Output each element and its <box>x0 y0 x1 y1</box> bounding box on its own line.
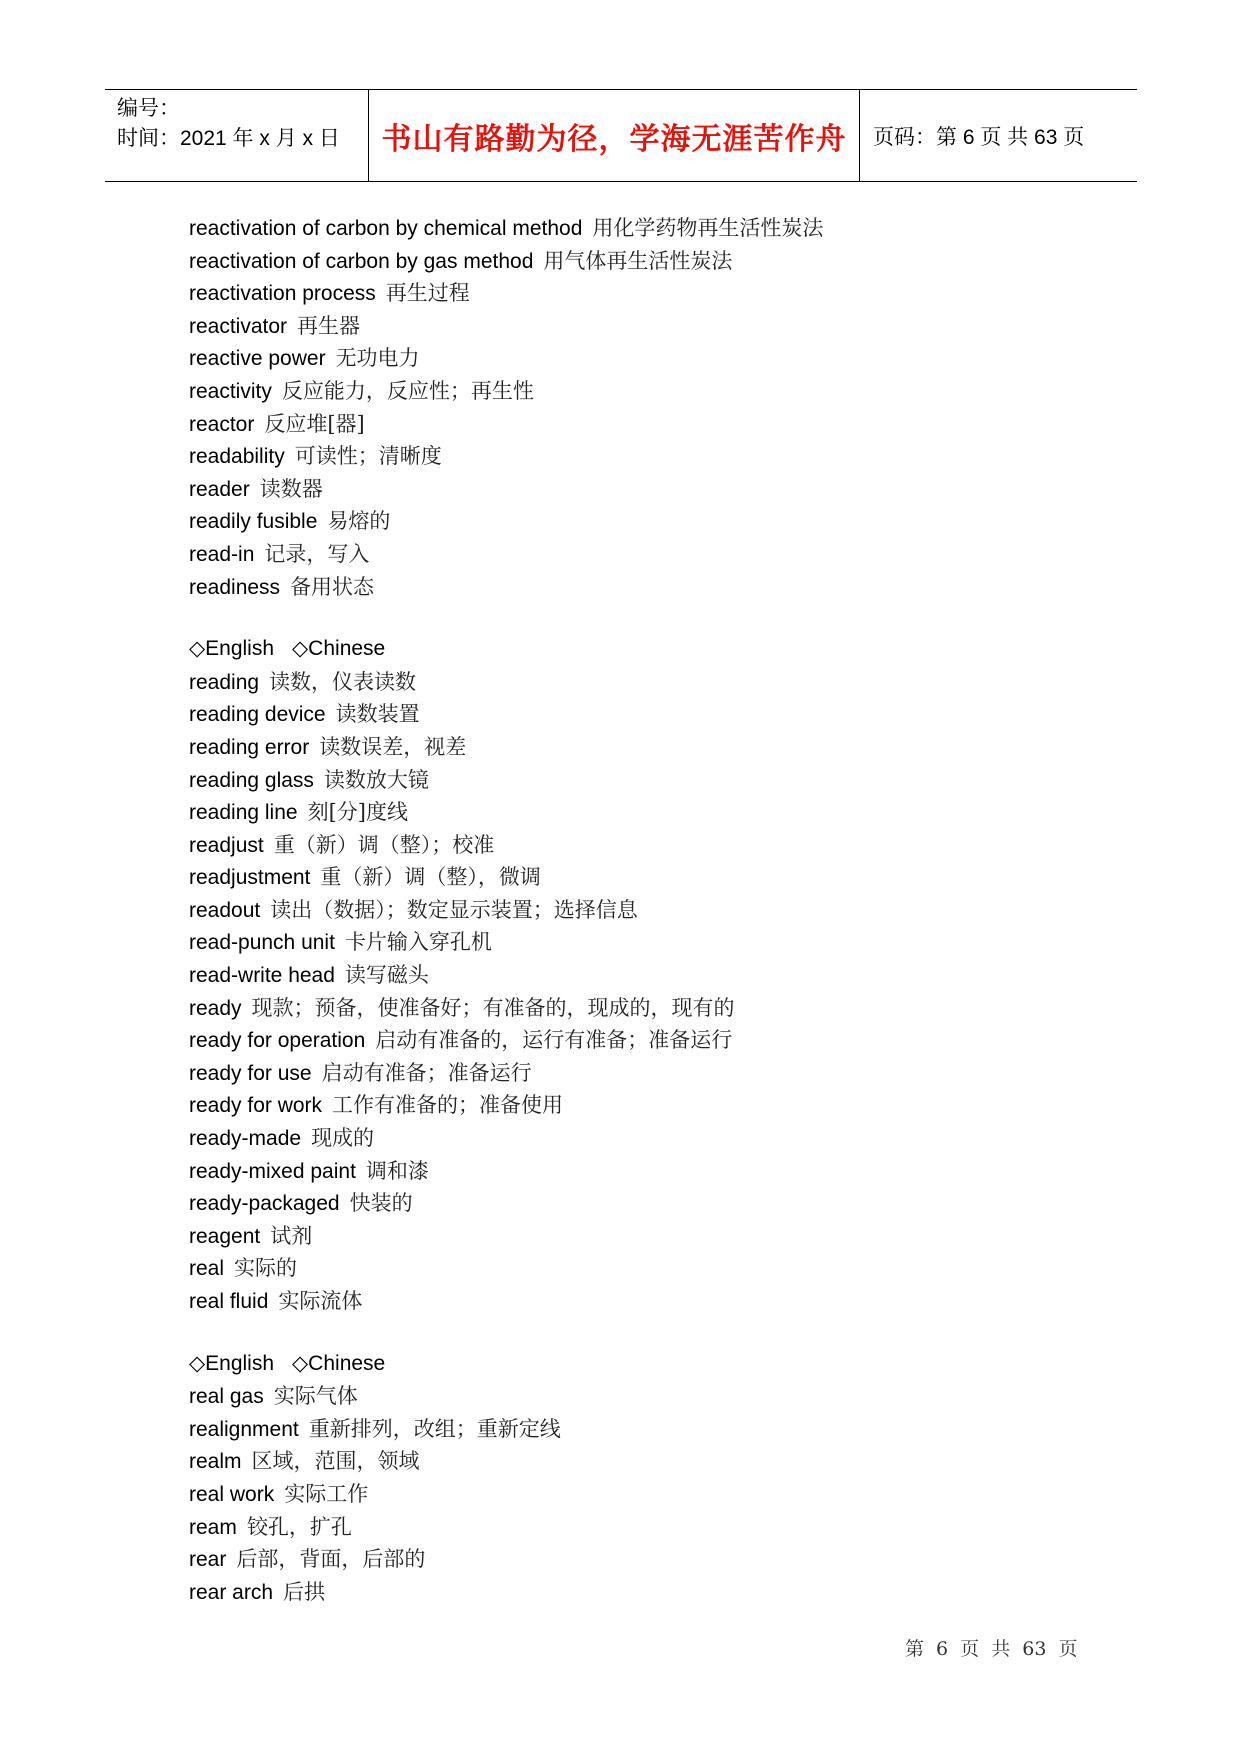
entry-definition: 读写磁头 <box>344 963 429 988</box>
entry-term: reactive power <box>189 347 326 371</box>
heading-chinese: ◇Chinese <box>292 637 386 661</box>
document-time-label: 时间：2021 年 x 月 x 日 <box>117 127 340 150</box>
heading-english: ◇English <box>189 1351 275 1375</box>
entry-term: readability <box>189 445 285 469</box>
glossary-entry <box>189 1155 1129 1188</box>
section-heading <box>189 633 1129 666</box>
entry-term: real fluid <box>189 1290 269 1313</box>
glossary-entry <box>189 1252 1129 1285</box>
header-divider <box>859 90 860 181</box>
glossary-entry <box>189 1220 1129 1253</box>
entry-definition: 记录，写入 <box>264 541 370 566</box>
entry-definition: 读出（数据）；数定显示装置；选择信息 <box>270 897 638 922</box>
entry-definition: 读数放大镜 <box>323 767 429 792</box>
glossary-entry <box>189 571 1129 604</box>
entry-definition: 工作有准备的；准备使用 <box>332 1093 564 1118</box>
glossary-entry <box>189 1380 1129 1413</box>
glossary-entry <box>189 1413 1129 1446</box>
glossary-entry <box>189 277 1129 310</box>
entry-definition: 反应堆[器] <box>264 411 365 436</box>
entry-term: readout <box>189 898 261 922</box>
entry-term: rear <box>189 1548 227 1572</box>
entry-definition: 读数器 <box>259 476 323 501</box>
entry-term: ready for operation <box>189 1029 366 1053</box>
entry-definition: 读数误差，视差 <box>319 734 467 759</box>
glossary-entry <box>189 408 1129 441</box>
entry-definition: 实际气体 <box>273 1384 358 1409</box>
glossary-entry <box>189 342 1129 375</box>
glossary-entry <box>189 1089 1129 1122</box>
entry-term: ream <box>189 1515 237 1539</box>
entry-term: real gas <box>189 1385 264 1409</box>
glossary-entry <box>189 1187 1129 1220</box>
entry-term: reagent <box>189 1224 261 1248</box>
entry-term: ready-mixed paint <box>189 1159 356 1183</box>
entry-definition: 实际工作 <box>284 1481 369 1506</box>
glossary-entry <box>189 764 1129 797</box>
entry-term: readjust <box>189 833 264 857</box>
entry-term: reading glass <box>189 768 314 792</box>
heading-english: ◇English <box>189 637 275 661</box>
glossary-entry <box>189 666 1129 699</box>
entry-definition: 区域，范围，领域 <box>251 1449 420 1474</box>
glossary-entry <box>189 375 1129 408</box>
entry-definition: 启动有准备；准备运行 <box>321 1060 532 1085</box>
glossary-entry <box>189 829 1129 862</box>
entry-term: reactivator <box>189 314 288 338</box>
entry-term: rear arch <box>189 1580 274 1604</box>
glossary-entry <box>189 861 1129 894</box>
glossary-entry <box>189 1478 1129 1511</box>
entry-term: read-write head <box>189 964 335 988</box>
page-footer: 第 6 页 共 63 页 <box>905 1638 1078 1660</box>
glossary-entry <box>189 440 1129 473</box>
entry-term: ready-packaged <box>189 1192 340 1216</box>
glossary-entry <box>189 473 1129 506</box>
glossary-entry <box>189 731 1129 764</box>
entry-definition: 现款；预备，使准备好；有准备的，现成的，现有的 <box>251 995 735 1020</box>
entry-term: ready for use <box>189 1061 312 1085</box>
glossary-entry <box>189 1057 1129 1090</box>
entry-definition: 反应能力，反应性；再生性 <box>281 378 534 403</box>
entry-definition: 可读性；清晰度 <box>294 444 442 469</box>
entry-term: reader <box>189 477 250 501</box>
entry-term: realignment <box>189 1417 299 1441</box>
glossary-entry <box>189 698 1129 731</box>
entry-term: reading device <box>189 703 326 727</box>
entry-definition: 调和漆 <box>365 1158 429 1183</box>
entry-term: read-in <box>189 542 255 566</box>
entry-definition: 卡片输入穿孔机 <box>344 930 492 955</box>
glossary-entry <box>189 992 1129 1025</box>
entry-term: reactivation of carbon by gas method <box>189 249 534 273</box>
glossary-entry <box>189 959 1129 992</box>
page-header <box>105 89 1137 182</box>
entry-definition: 快装的 <box>349 1191 413 1216</box>
entry-term: reading <box>189 670 260 694</box>
glossary-entry <box>189 212 1129 245</box>
header-divider <box>368 90 369 181</box>
entry-term: reactor <box>189 412 255 436</box>
glossary-entry <box>189 245 1129 278</box>
glossary-entry <box>189 796 1129 829</box>
entry-definition: 重（新）调（整）；校准 <box>273 832 495 857</box>
entry-term: ready for work <box>189 1094 323 1118</box>
heading-chinese: ◇Chinese <box>292 1351 386 1375</box>
glossary-entry <box>189 1511 1129 1544</box>
glossary-body <box>189 212 1129 1608</box>
entry-definition: 读数，仪表读数 <box>269 669 417 694</box>
glossary-entry <box>189 310 1129 343</box>
entry-term: real <box>189 1257 225 1281</box>
glossary-entry <box>189 505 1129 538</box>
entry-term: readiness <box>189 575 281 599</box>
entry-definition: 实际的 <box>234 1256 298 1281</box>
entry-term: readjustment <box>189 866 311 890</box>
entry-definition: 重新排列，改组；重新定线 <box>308 1416 561 1441</box>
entry-term: reactivation process <box>189 282 376 306</box>
entry-definition: 刻[分]度线 <box>307 800 408 825</box>
entry-definition: 易熔的 <box>327 509 391 534</box>
glossary-entry <box>189 538 1129 571</box>
glossary-entry <box>189 1285 1129 1318</box>
entry-term: ready-made <box>189 1127 302 1151</box>
glossary-entry <box>189 1024 1129 1057</box>
entry-term: real work <box>189 1482 275 1506</box>
entry-definition: 启动有准备的，运行有准备；准备运行 <box>375 1028 733 1053</box>
entry-term: readily fusible <box>189 510 318 534</box>
entry-definition: 重（新）调（整），微调 <box>320 865 541 890</box>
entry-term: reactivation of carbon by chemical method <box>189 217 583 240</box>
entry-definition: 再生过程 <box>385 281 470 306</box>
entry-definition: 读数装置 <box>335 702 420 727</box>
entry-term: ready <box>189 996 242 1020</box>
entry-definition: 备用状态 <box>290 574 375 599</box>
glossary-entry <box>189 894 1129 927</box>
entry-term: reading error <box>189 735 310 759</box>
entry-definition: 试剂 <box>270 1223 313 1248</box>
entry-definition: 用气体再生活性炭法 <box>543 248 733 273</box>
entry-term: realm <box>189 1450 242 1474</box>
glossary-entry <box>189 1576 1129 1609</box>
glossary-entry <box>189 926 1129 959</box>
entry-definition: 铰孔，扩孔 <box>246 1514 352 1539</box>
header-motto: 书山有路勤为径，学海无涯苦作舟 <box>381 121 847 157</box>
entry-definition: 现成的 <box>311 1126 375 1151</box>
entry-term: reading line <box>189 801 298 825</box>
entry-term: reactivity <box>189 379 272 403</box>
entry-definition: 后部，背面，后部的 <box>236 1547 426 1572</box>
entry-definition: 实际流体 <box>278 1289 363 1313</box>
section-heading <box>189 1348 1129 1381</box>
entry-definition: 用化学药物再生活性炭法 <box>592 216 824 240</box>
entry-definition: 后拱 <box>283 1579 326 1604</box>
header-meta <box>117 94 340 154</box>
entry-definition: 再生器 <box>297 313 361 338</box>
entry-definition: 无功电力 <box>335 346 420 371</box>
document-number-label: 编号： <box>117 97 180 120</box>
entry-term: read-punch unit <box>189 931 335 955</box>
header-page-number: 页码：第 6 页 共 63 页 <box>873 125 1085 149</box>
glossary-entry <box>189 1445 1129 1478</box>
glossary-entry <box>189 1122 1129 1155</box>
glossary-entry <box>189 1543 1129 1576</box>
